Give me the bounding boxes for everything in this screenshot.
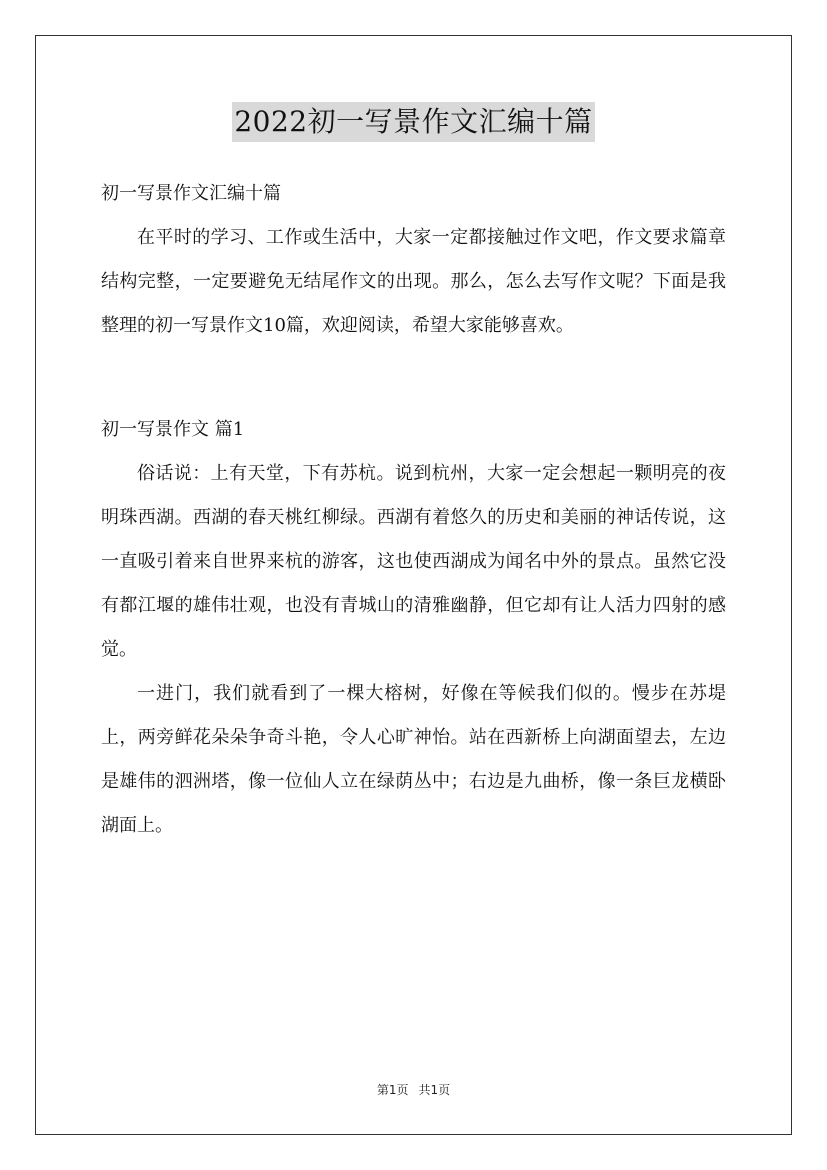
section-gap	[101, 348, 726, 408]
document-subtitle: 初一写景作文汇编十篇	[101, 183, 281, 204]
page-total: 共1页	[418, 1083, 451, 1097]
page-footer	[0, 1082, 827, 1098]
body-paragraph-2: 一进门，我们就看到了一棵大榕树，好像在等候我们似的。慢步在苏堤上，两旁鲜花朵朵争奇斗艳，令人心旷神怡。站在西新桥上向湖面望去，左边是雄伟的泗洲塔，像一位仙人立在绿荫丛中；右边是九曲桥，像一条巨龙横卧湖面上。	[101, 683, 726, 836]
title-wrap	[0, 102, 827, 142]
document-body	[101, 172, 726, 848]
document-title: 2022初一写景作文汇编十篇	[232, 102, 594, 142]
page-number: 第1页	[376, 1083, 409, 1097]
section-heading: 初一写景作文 篇1	[101, 419, 245, 440]
body-paragraph-1: 俗话说：上有天堂，下有苏杭。说到杭州，大家一定会想起一颗明亮的夜明珠西湖。西湖的春天桃红柳绿。西湖有着悠久的历史和美丽的神话传说，这一直吸引着来自世界来杭的游客，这也使西湖成为闻名中外的景点。虽然它没有都江堰的雄伟壮观，也没有青城山的清雅幽静，但它却有让人活力四射的感觉。	[101, 463, 726, 660]
intro-paragraph: 在平时的学习、工作或生活中，大家一定都接触过作文吧，作文要求篇章结构完整，一定要避免无结尾作文的出现。那么，怎么去写作文呢？下面是我整理的初一写景作文10篇，欢迎阅读，希望大家能够喜欢。	[101, 227, 726, 336]
